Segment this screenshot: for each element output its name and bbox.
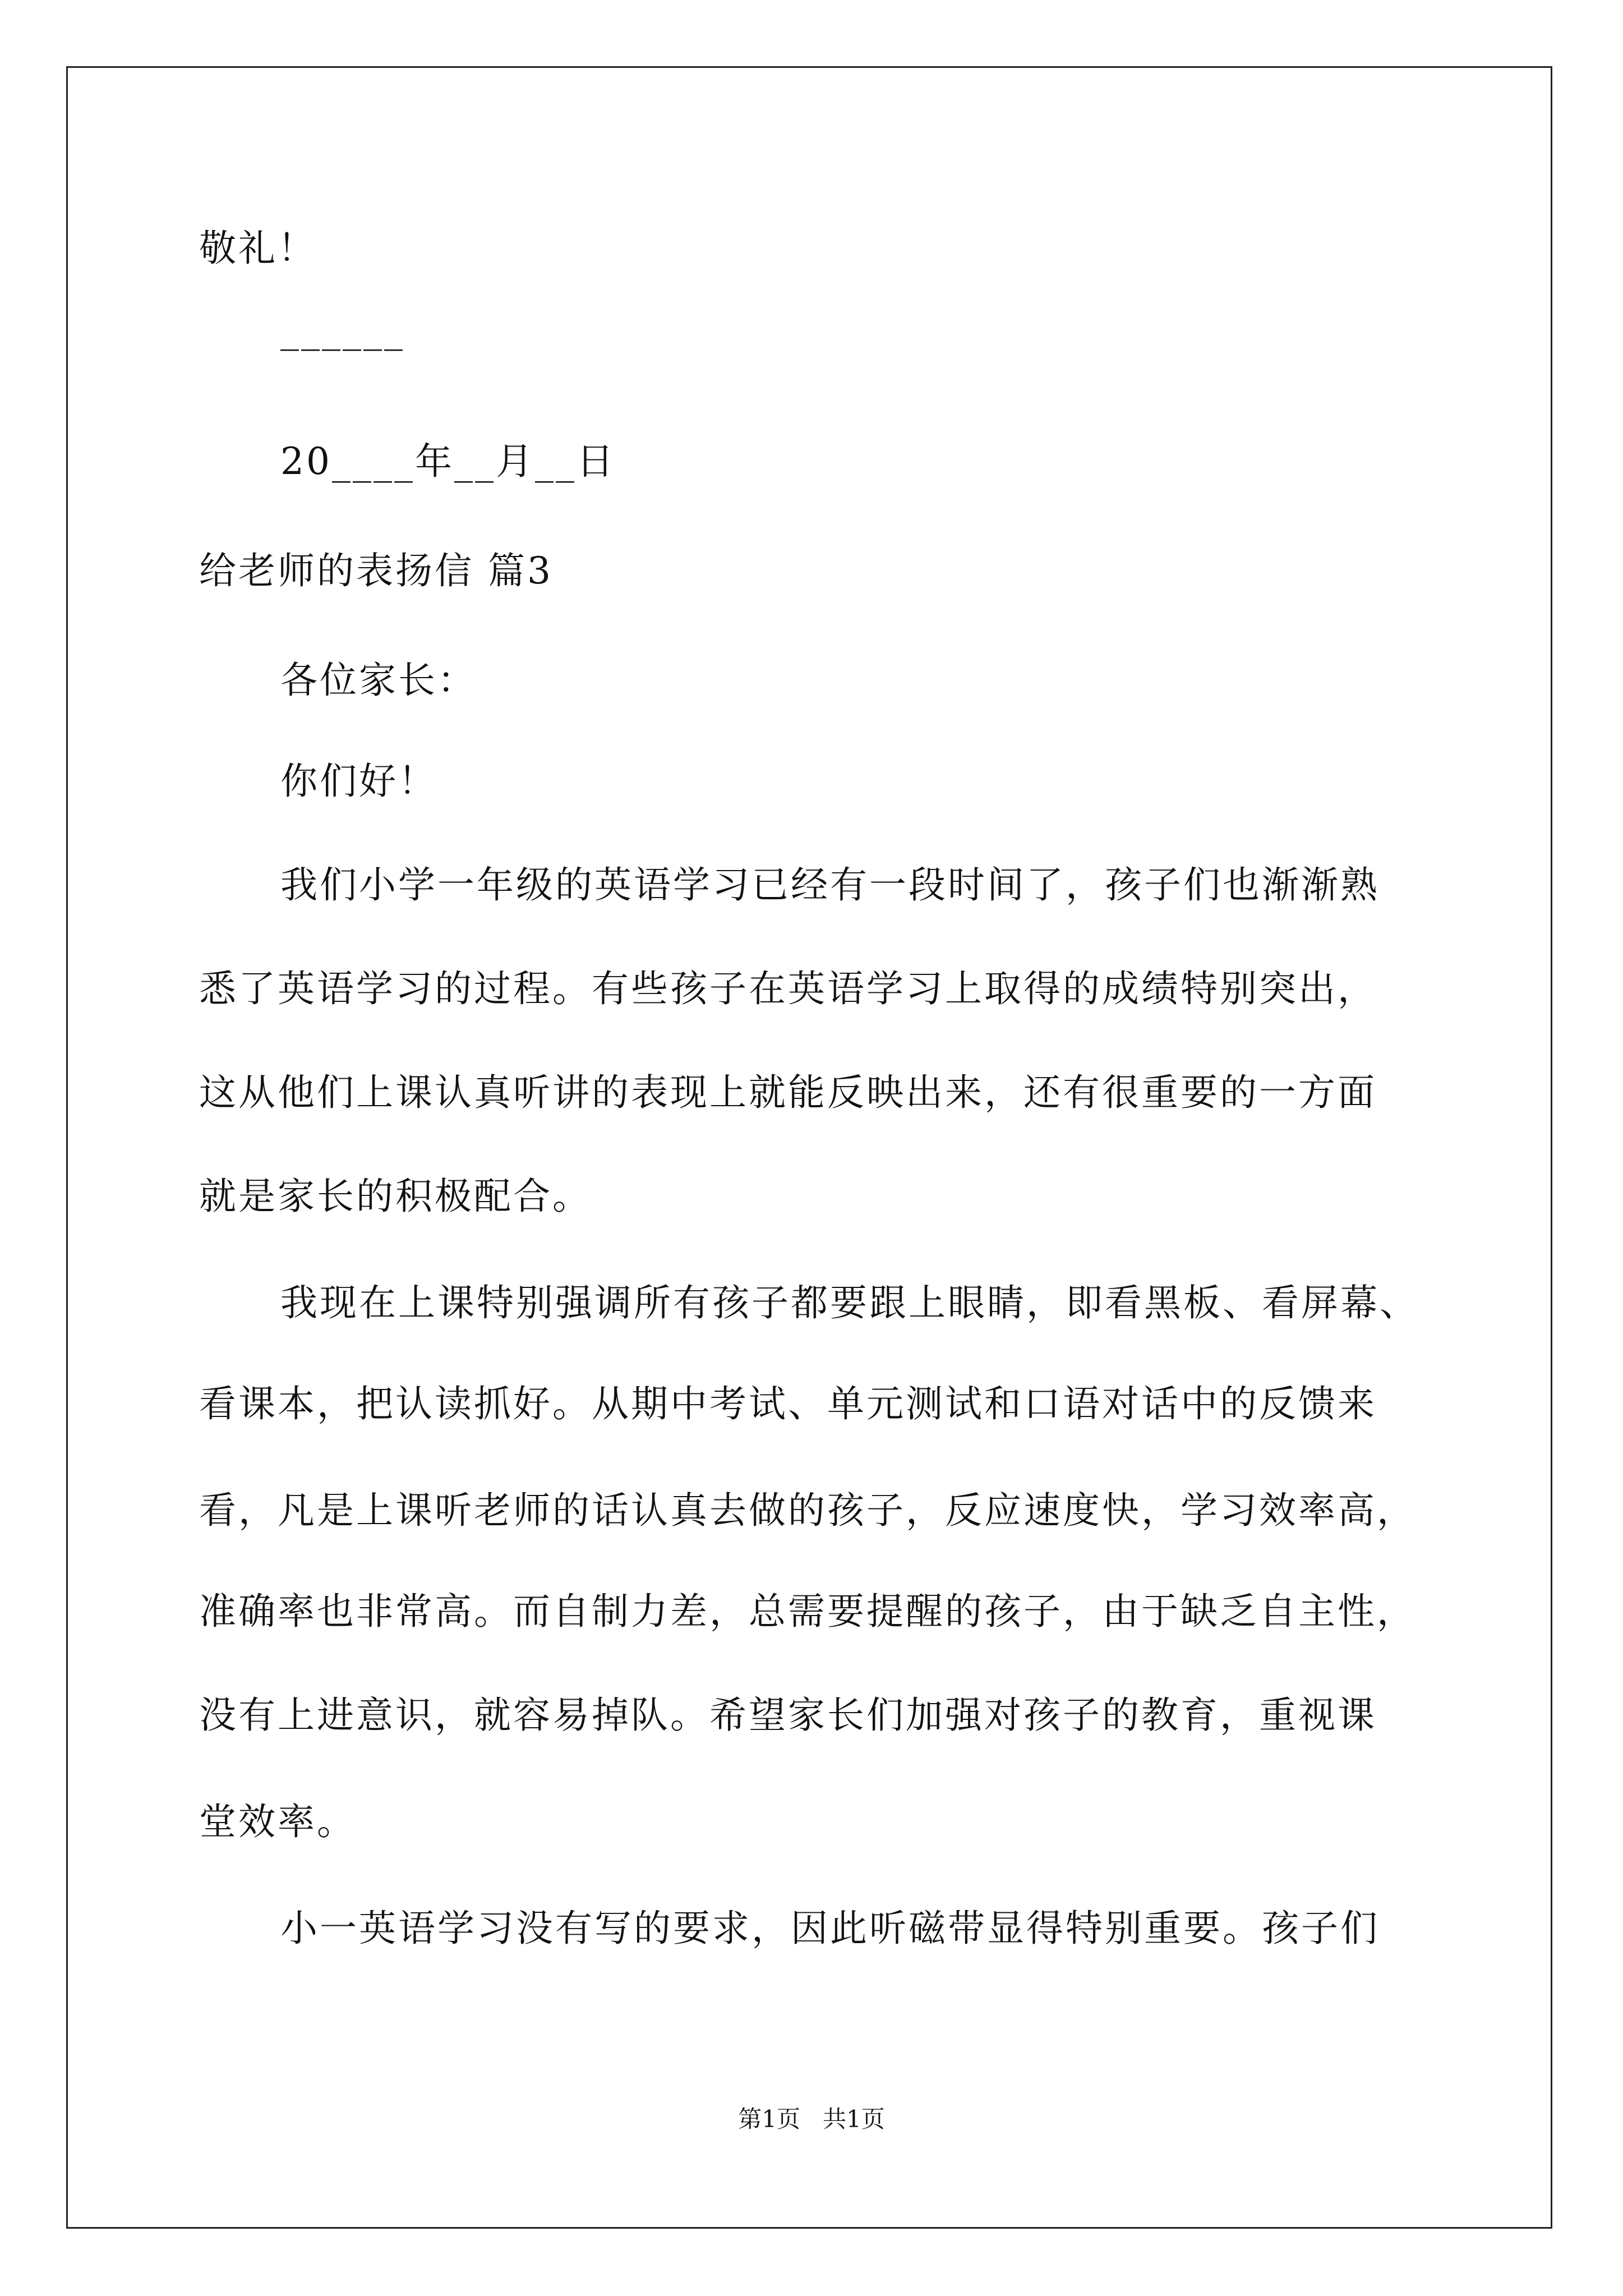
signature-line: ______: [280, 308, 405, 351]
greeting: 你们好！: [280, 760, 437, 803]
page-border: [66, 66, 1552, 2229]
paragraph-line: 看课本，把认读抓好。从期中考试、单元测试和口语对话中的反馈来: [199, 1382, 1377, 1425]
paragraph-line: 准确率也非常高。而自制力差，总需要提醒的孩子，由于缺乏自主性，: [199, 1590, 1416, 1633]
paragraph-line: 没有上进意识，就容易掉队。希望家长们加强对孩子的教育，重视课: [199, 1694, 1377, 1737]
paragraph-line: 我们小学一年级的英语学习已经有一段时间了，孩子们也渐渐熟: [280, 863, 1380, 907]
paragraph-line: 看，凡是上课听老师的话认真去做的孩子，反应速度快，学习效率高，: [199, 1489, 1416, 1532]
paragraph-line: 堂效率。: [199, 1800, 356, 1843]
paragraph-line: 这从他们上课认真听讲的表现上就能反映出来，还有很重要的一方面: [199, 1071, 1377, 1114]
paragraph-line: 悉了英语学习的过程。有些孩子在英语学习上取得的成绩特别突出，: [199, 967, 1377, 1010]
page-number-footer: 第1页 共1页: [738, 2105, 885, 2133]
paragraph-line: 我现在上课特别强调所有孩子都要跟上眼睛，即看黑板、看屏幕、: [280, 1281, 1419, 1324]
closing-salute: 敬礼！: [199, 227, 317, 270]
section-heading: 给老师的表扬信 篇3: [199, 549, 553, 592]
date-line: 20____年__月__日: [280, 440, 616, 483]
paragraph-line: 小一英语学习没有写的要求，因此听磁带显得特别重要。孩子们: [280, 1907, 1380, 1950]
salutation: 各位家长：: [280, 659, 477, 702]
paragraph-line: 就是家长的积极配合。: [199, 1175, 592, 1218]
